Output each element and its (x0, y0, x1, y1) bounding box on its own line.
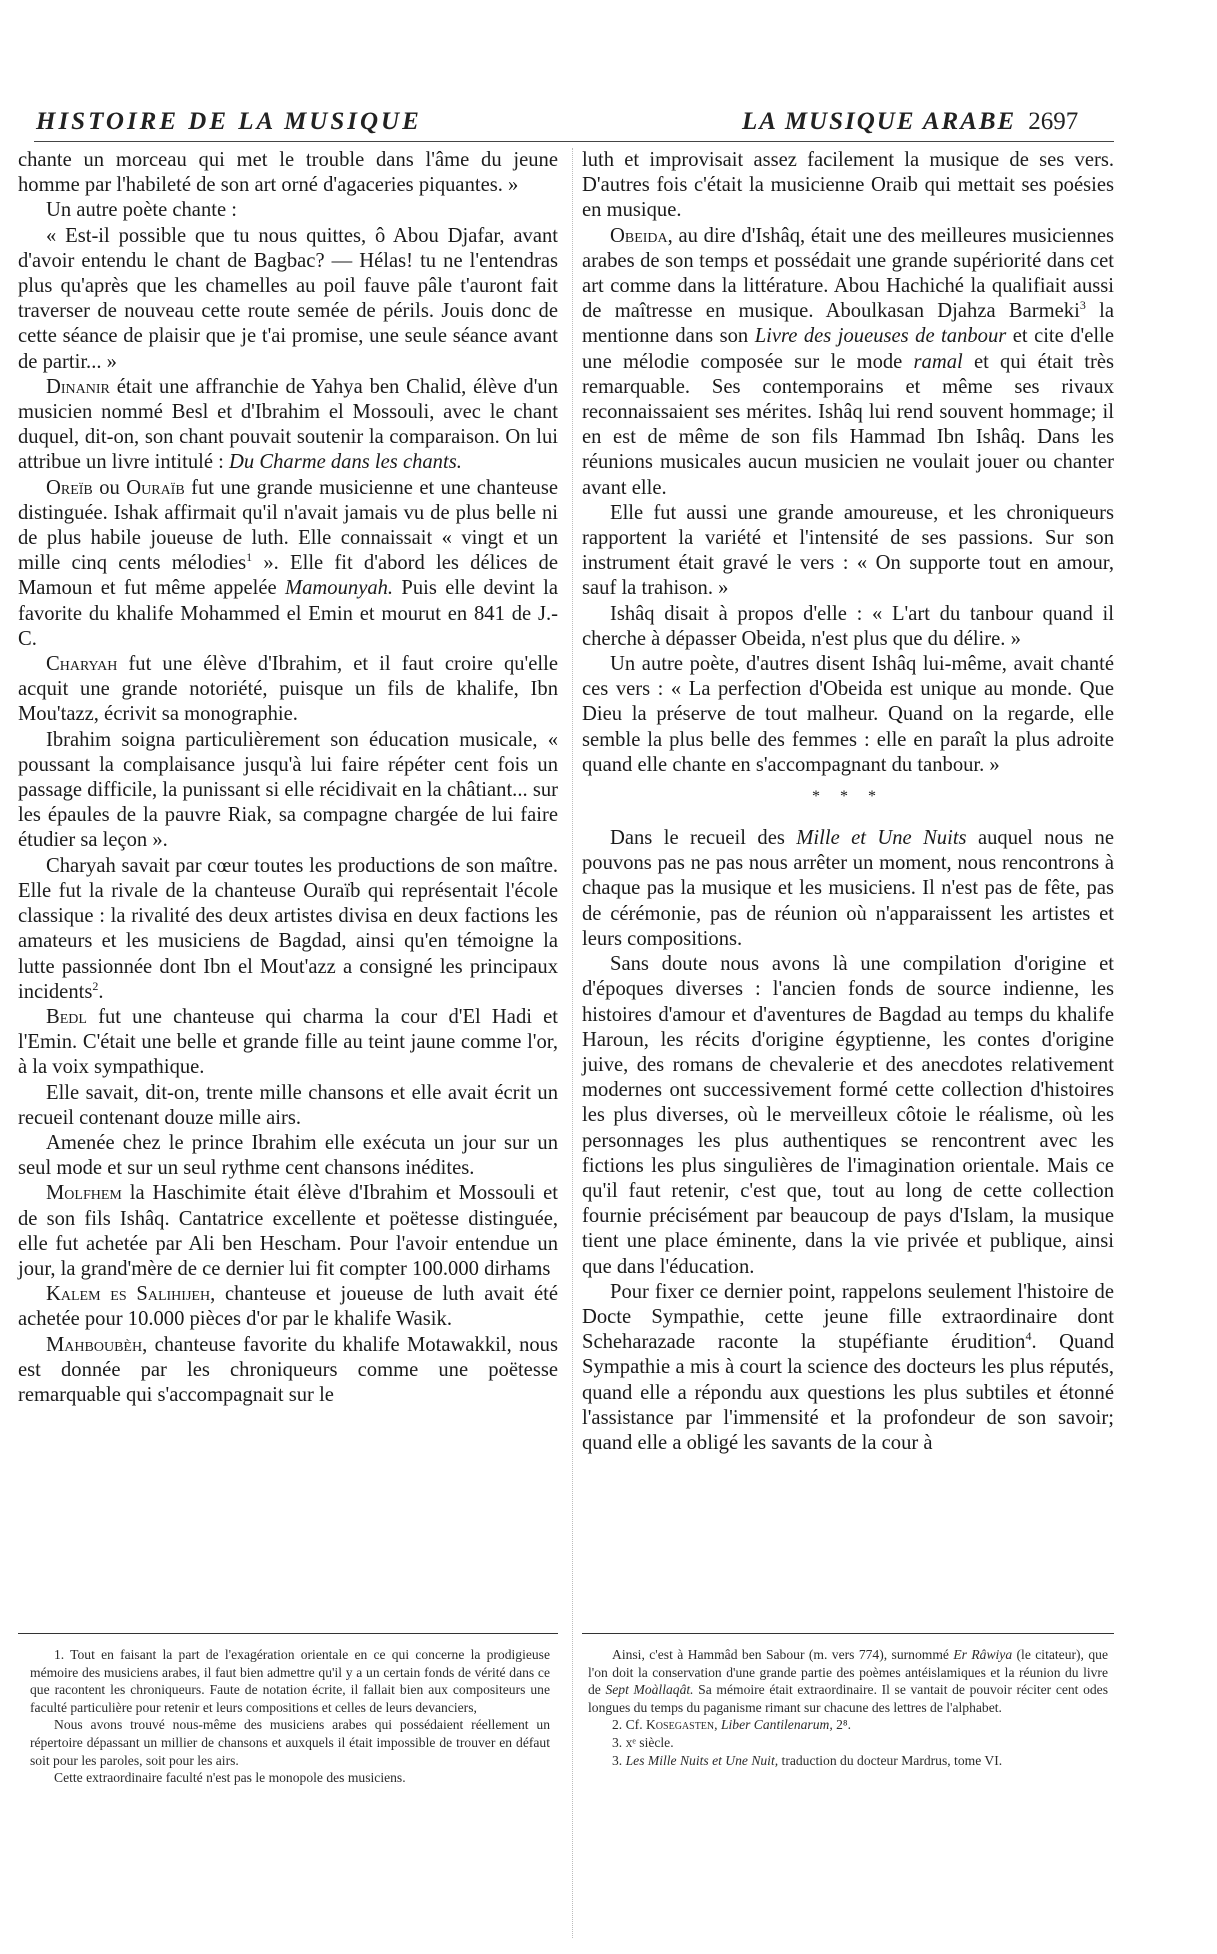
text-run: 2. Cf. (612, 1717, 646, 1733)
text-run: , chanteuse et joueuse de luth avait été achetée pour 10.000 pièces d'or par le khalife Wasik. (18, 1283, 558, 1331)
running-head-title: LA MUSIQUE ARABE (742, 108, 1017, 135)
paragraph (18, 1181, 558, 1282)
paragraph (18, 1131, 558, 1181)
running-head-right (742, 108, 1078, 136)
footnotes-right (588, 1646, 1108, 1769)
text-run: Cette extraordinaire faculté n'est pas le monopole des musiciens. (54, 1770, 406, 1786)
text-run: Dans le recueil des (610, 827, 797, 850)
name-smallcaps: Oreïb (46, 476, 93, 499)
text-run: fut une chanteuse qui charma la cour d'El Hadi et l'Emin. C'était une belle et grande fille au teint jaune comme l'or, à la voix sympathique. (18, 1005, 558, 1079)
name-smallcaps: Ouraïb (126, 476, 185, 499)
text-run: la mentionne dans son (582, 300, 1114, 348)
section-break-stars: * * * (812, 788, 884, 806)
text-run: 1. Tout en faisant la part de l'exagération orientale en ce qui concerne la prodigieuse mémoire des musiciens arabes, il faut bien admettre qu'il y a un certain fonds de vérité dans ce que racontent les chroniqueurs. Faute de notation écrite, il fallait bien aux compositeurs une faculté particulière pour retenir et leurs compositions et celles de leurs devanciers, (30, 1647, 550, 1715)
name-smallcaps: Mahboubèh (46, 1333, 143, 1356)
text-run: 2⁸. (832, 1717, 852, 1733)
paragraph (582, 826, 1114, 952)
footnote (30, 1716, 550, 1769)
footnote-ref: 3 (1079, 298, 1086, 313)
footnote-ref: 4 (1025, 1329, 1032, 1344)
italic-title: Livre des joueuses de tanbour (754, 325, 1007, 348)
text-run: 3. (612, 1752, 626, 1768)
text-run: Sa mémoire était extraordinaire. Il se vantait de pouvoir réciter cent odes longues du temps du paganisme rimant sur chacune des lettres de l'alphabet. (588, 1682, 1109, 1715)
text-run: ». Elle fit d'abord les délices de Mamoun et fut même appelée (18, 552, 558, 600)
paragraph (582, 501, 1114, 602)
text-run: Charyah savait par cœur toutes les productions de son maître. Elle fut la rivale de la chanteuse Ouraïb qui représentait l'école classique : la rivalité des deux artistes divisa en deux factions les amateurs et les musiciens de Bagdad, ainsi qu'en témoigne la lutte passionnée dont Ibn el Mout'azz a consigné les principaux incidents (18, 854, 558, 1003)
name-smallcaps: Kalem es Salihijeh (46, 1283, 211, 1306)
name-smallcaps: Obeida (610, 224, 668, 247)
paragraph (582, 224, 1114, 501)
header-rule (34, 141, 1114, 142)
footnote-ref: 2 (92, 978, 99, 993)
text-run: Un autre poète, d'autres disent Ishâq lui-même, avait chanté ces vers : « La perfection d'Obeida est unique au monde. Que Dieu la préserve de tout malheur. Quand on la regarde, elle semble la plus belle des femmes : elle en paraît la plus adroite quand elle chante en s'accompagnant du tanbour. » (582, 653, 1114, 776)
footnote-rule-right (582, 1633, 1114, 1634)
italic-title: Mamounyah. (284, 577, 394, 600)
text-run: Elle fut aussi une grande amoureuse, et les chroniqueurs rapportent la variété et l'intensité de ses passions. Sur son instrument était gravé le vers : « On supporte tout en amour, sauf la trahison. » (582, 501, 1114, 600)
paragraph (582, 952, 1114, 1280)
text-run: chante un morceau qui met le trouble dans l'âme du jeune homme par l'habileté de son art orné d'agaceries piquantes. » (18, 149, 558, 197)
paragraph (18, 728, 558, 854)
footnote (588, 1752, 1108, 1770)
footnotes-left (30, 1646, 550, 1787)
text-run: Nous avons trouvé nous-même des musiciens arabes qui possédaient réellement un répertoire dépassant un millier de chansons et auxquels il était impossible de trouver en défaut soit pour les paroles, soit pour les airs. (30, 1717, 550, 1768)
paragraph (18, 1005, 558, 1081)
italic-title: Du Charme dans les chants. (229, 451, 462, 474)
left-column (18, 148, 558, 1408)
text-run: Pour fixer ce dernier point, rappelons seulement l'histoire de Docte Sympathie, cette jeune fille extraordinaire dont Scheharazade raconte la stupéfiante érudition (582, 1280, 1114, 1354)
paragraph (18, 652, 558, 728)
paragraph (18, 198, 558, 223)
paragraph (18, 375, 558, 476)
name-smallcaps: Molfhem (46, 1182, 122, 1205)
italic-title: Mille et Une Nuits (796, 827, 967, 850)
italic-title: ramal (913, 350, 963, 373)
paragraph (582, 148, 1114, 224)
footnote (30, 1646, 550, 1716)
text-run: (le citateur), que l'on doit la conservation d'une grande partie des poèmes antéislamiques et la réunion du livre de (588, 1647, 1108, 1698)
footnote-rule-left (18, 1633, 558, 1634)
text-run: fut une grande musicienne et une chanteuse distinguée. Ishak affirmait qu'il n'avait jamais vu de plus belle ni de plus habile joueuse de luth. Elle connaissait « vingt et un mille cinq cents mélodies (18, 476, 558, 575)
text-run: Puis elle devint la favorite du khalife Mohammed el Emin et mourut en 841 de J.-C. (18, 577, 558, 650)
text-run: , au dire d'Ishâq, était une des meilleures musiciennes arabes de son temps et possédait une grande supériorité dans cet art comme dans la littérature. Abou Hachiché la qualifiait aussi de maîtresse en musique. Aboulkasan Djahza Barmeki (582, 224, 1114, 323)
text-run: Ibrahim soigna particulièrement son éducation musicale, « poussant la complaisance jusqu'à lui faire répéter cent fois un passage difficile, la punissant si elle récidivait en la châtiant... sur les épaules de la pauvre Riak, sa compagne chargée de lui faire étudier sa leçon ». (18, 728, 558, 852)
column-divider (572, 148, 573, 1938)
italic-title: Er Râwiya (953, 1647, 1013, 1662)
name-smallcaps: Dinanir (46, 375, 110, 398)
footnote (588, 1646, 1108, 1716)
footnote-ref: 1 (246, 550, 253, 565)
text-run: et cite d'elle une mélodie composée sur le mode (582, 325, 1114, 373)
italic-title: Les Mille Nuits et Une Nuit, (625, 1752, 779, 1768)
paragraph (582, 652, 1114, 778)
right-column (582, 148, 1114, 1456)
text-run: auquel nous ne pouvons pas ne pas nous arrêter un moment, nous rencontrons à chaque pas la musique et les musiciens. Il n'est pas de fête, pas de cérémonie, pas de réunion où n'apparaissent les artistes et leurs compositions. (582, 827, 1114, 950)
footnote (588, 1716, 1108, 1734)
name-smallcaps: Charyah (46, 653, 118, 676)
text-run: Ainsi, c'est à Hammâd ben Sabour (m. vers 774), surnommé (612, 1647, 954, 1662)
paragraph (582, 602, 1114, 652)
paragraph (18, 224, 558, 375)
paragraph (18, 1282, 558, 1332)
text-run: « Est-il possible que tu nous quittes, ô Abou Djafar, avant d'avoir entendu le chant de Bagbac? — Hélas! tu ne l'entendras plus qu'après que les chamelles au poil fauve pâle t'auront fait traverser de nouveau cette route semée de périls. Jouis donc de cette séance de plaisir que je t'ai promise, une seule séance avant de partir... » (18, 224, 558, 373)
text-run: ou (92, 476, 127, 499)
paragraph (18, 148, 558, 198)
page-number: 2697 (1028, 108, 1079, 135)
text-run: traduction du docteur Mardrus, tome VI. (778, 1752, 1003, 1768)
text-run: Sans doute nous avons là une compilation d'origine et d'époques diverses : l'ancien fonds de source indienne, les histoires d'amour et d'aventures de Bagdad au temps du khalife Haroun, les récits d'origine égyptienne, les contes d'origine juive, des romans de chevalerie et des anecdotes relativement modernes ont successivement formé cette collection d'histoires les plus diverses, où le merveilleux côtoie le réalisme, où les personnages les plus authentiques se rencontrent avec les fictions les plus singulières de l'imagination orientale. Mais ce qu'il faut retenir, c'est que, tout au long de cette collection fournie précisément par beaucoup de pays d'Islam, la musique tient une place éminente, dans la vie privée et publique, ainsi que dans l'éducation. (582, 953, 1114, 1278)
running-head-left: HISTOIRE DE LA MUSIQUE (36, 108, 422, 135)
italic-title: Sept Moàllaqât. (605, 1682, 694, 1698)
paragraph (582, 1280, 1114, 1456)
text-run: , (714, 1717, 721, 1733)
footnote (588, 1734, 1108, 1752)
text-run: Elle savait, dit-on, trente mille chansons et elle avait écrit un recueil contenant douze mille airs. (18, 1081, 558, 1129)
paragraph (18, 476, 558, 652)
name-smallcaps: Bedl (46, 1005, 87, 1028)
paragraph (18, 1081, 558, 1131)
text-run: 3. xᵉ siècle. (612, 1734, 674, 1750)
italic-title: Liber Cantilenarum, (720, 1717, 833, 1733)
text-run: Un autre poète chante : (46, 199, 237, 222)
text-run: et qui était très remarquable. Ses contemporains et même ses rivaux reconnaissaient ses mérites. Ishâq lui rend souvent hommage; il en est de même de son fils Hammad Ibn Ishâq. Dans les réunions musicales aucun musicien ne voulait jouer ou chanter avant elle. (582, 350, 1115, 499)
text-run: la Haschimite était élève d'Ibrahim et Mossouli et de son fils Ishâq. Cantatrice excellente et poëtesse distinguée, elle fut achetée par Ali ben Hescham. Pour l'avoir entendue un jour, la grand'mère de ce dernier lui fit compter 100.000 dirhams (18, 1182, 558, 1280)
paragraph (18, 1333, 558, 1409)
text-run: luth et improvisait assez facilement la musique de ses vers. D'autres fois c'était la musicienne Oraib qui mettait ses poésies en musique. (582, 149, 1114, 222)
text-run: Amenée chez le prince Ibrahim elle exécuta un jour sur un seul mode et sur un seul rythme cent chansons inédites. (18, 1131, 558, 1180)
name-smallcaps: Kosegasten (645, 1717, 715, 1733)
paragraph (18, 854, 558, 1005)
text-run: . Quand Sympathie a mis à court la science des docteurs les plus réputés, quand elle a répondu aux questions les plus subtiles et étonné l'assistance par l'immensité et la profondeur de son savoir; quand elle a obligé les savants de la cour à (582, 1331, 1115, 1454)
text-run: était une affranchie de Yahya ben Chalid, élève d'un musicien nommé Besl et d'Ibrahim el Mossouli, avec le chant duquel, dit-on, son chant pouvait soutenir la comparaison. On lui attribue un livre intitulé : (18, 375, 558, 474)
text-run: , chanteuse favorite du khalife Motawakkil, nous est donnée par les chroniqueurs comme une poëtesse remarquable qui s'accompagnait sur le (18, 1333, 558, 1406)
footnote (30, 1769, 550, 1787)
text-run: fut une élève d'Ibrahim, et il faut croire qu'elle acquit une grande notoriété, puisque un fils de khalife, Ibn Mou'tazz, écrivit sa monographie. (18, 653, 558, 726)
text-run: Ishâq disait à propos d'elle : « L'art du tanbour quand il cherche à dépasser Obeida, n'est plus que du délire. » (582, 602, 1114, 650)
text-run: . (98, 980, 104, 1003)
